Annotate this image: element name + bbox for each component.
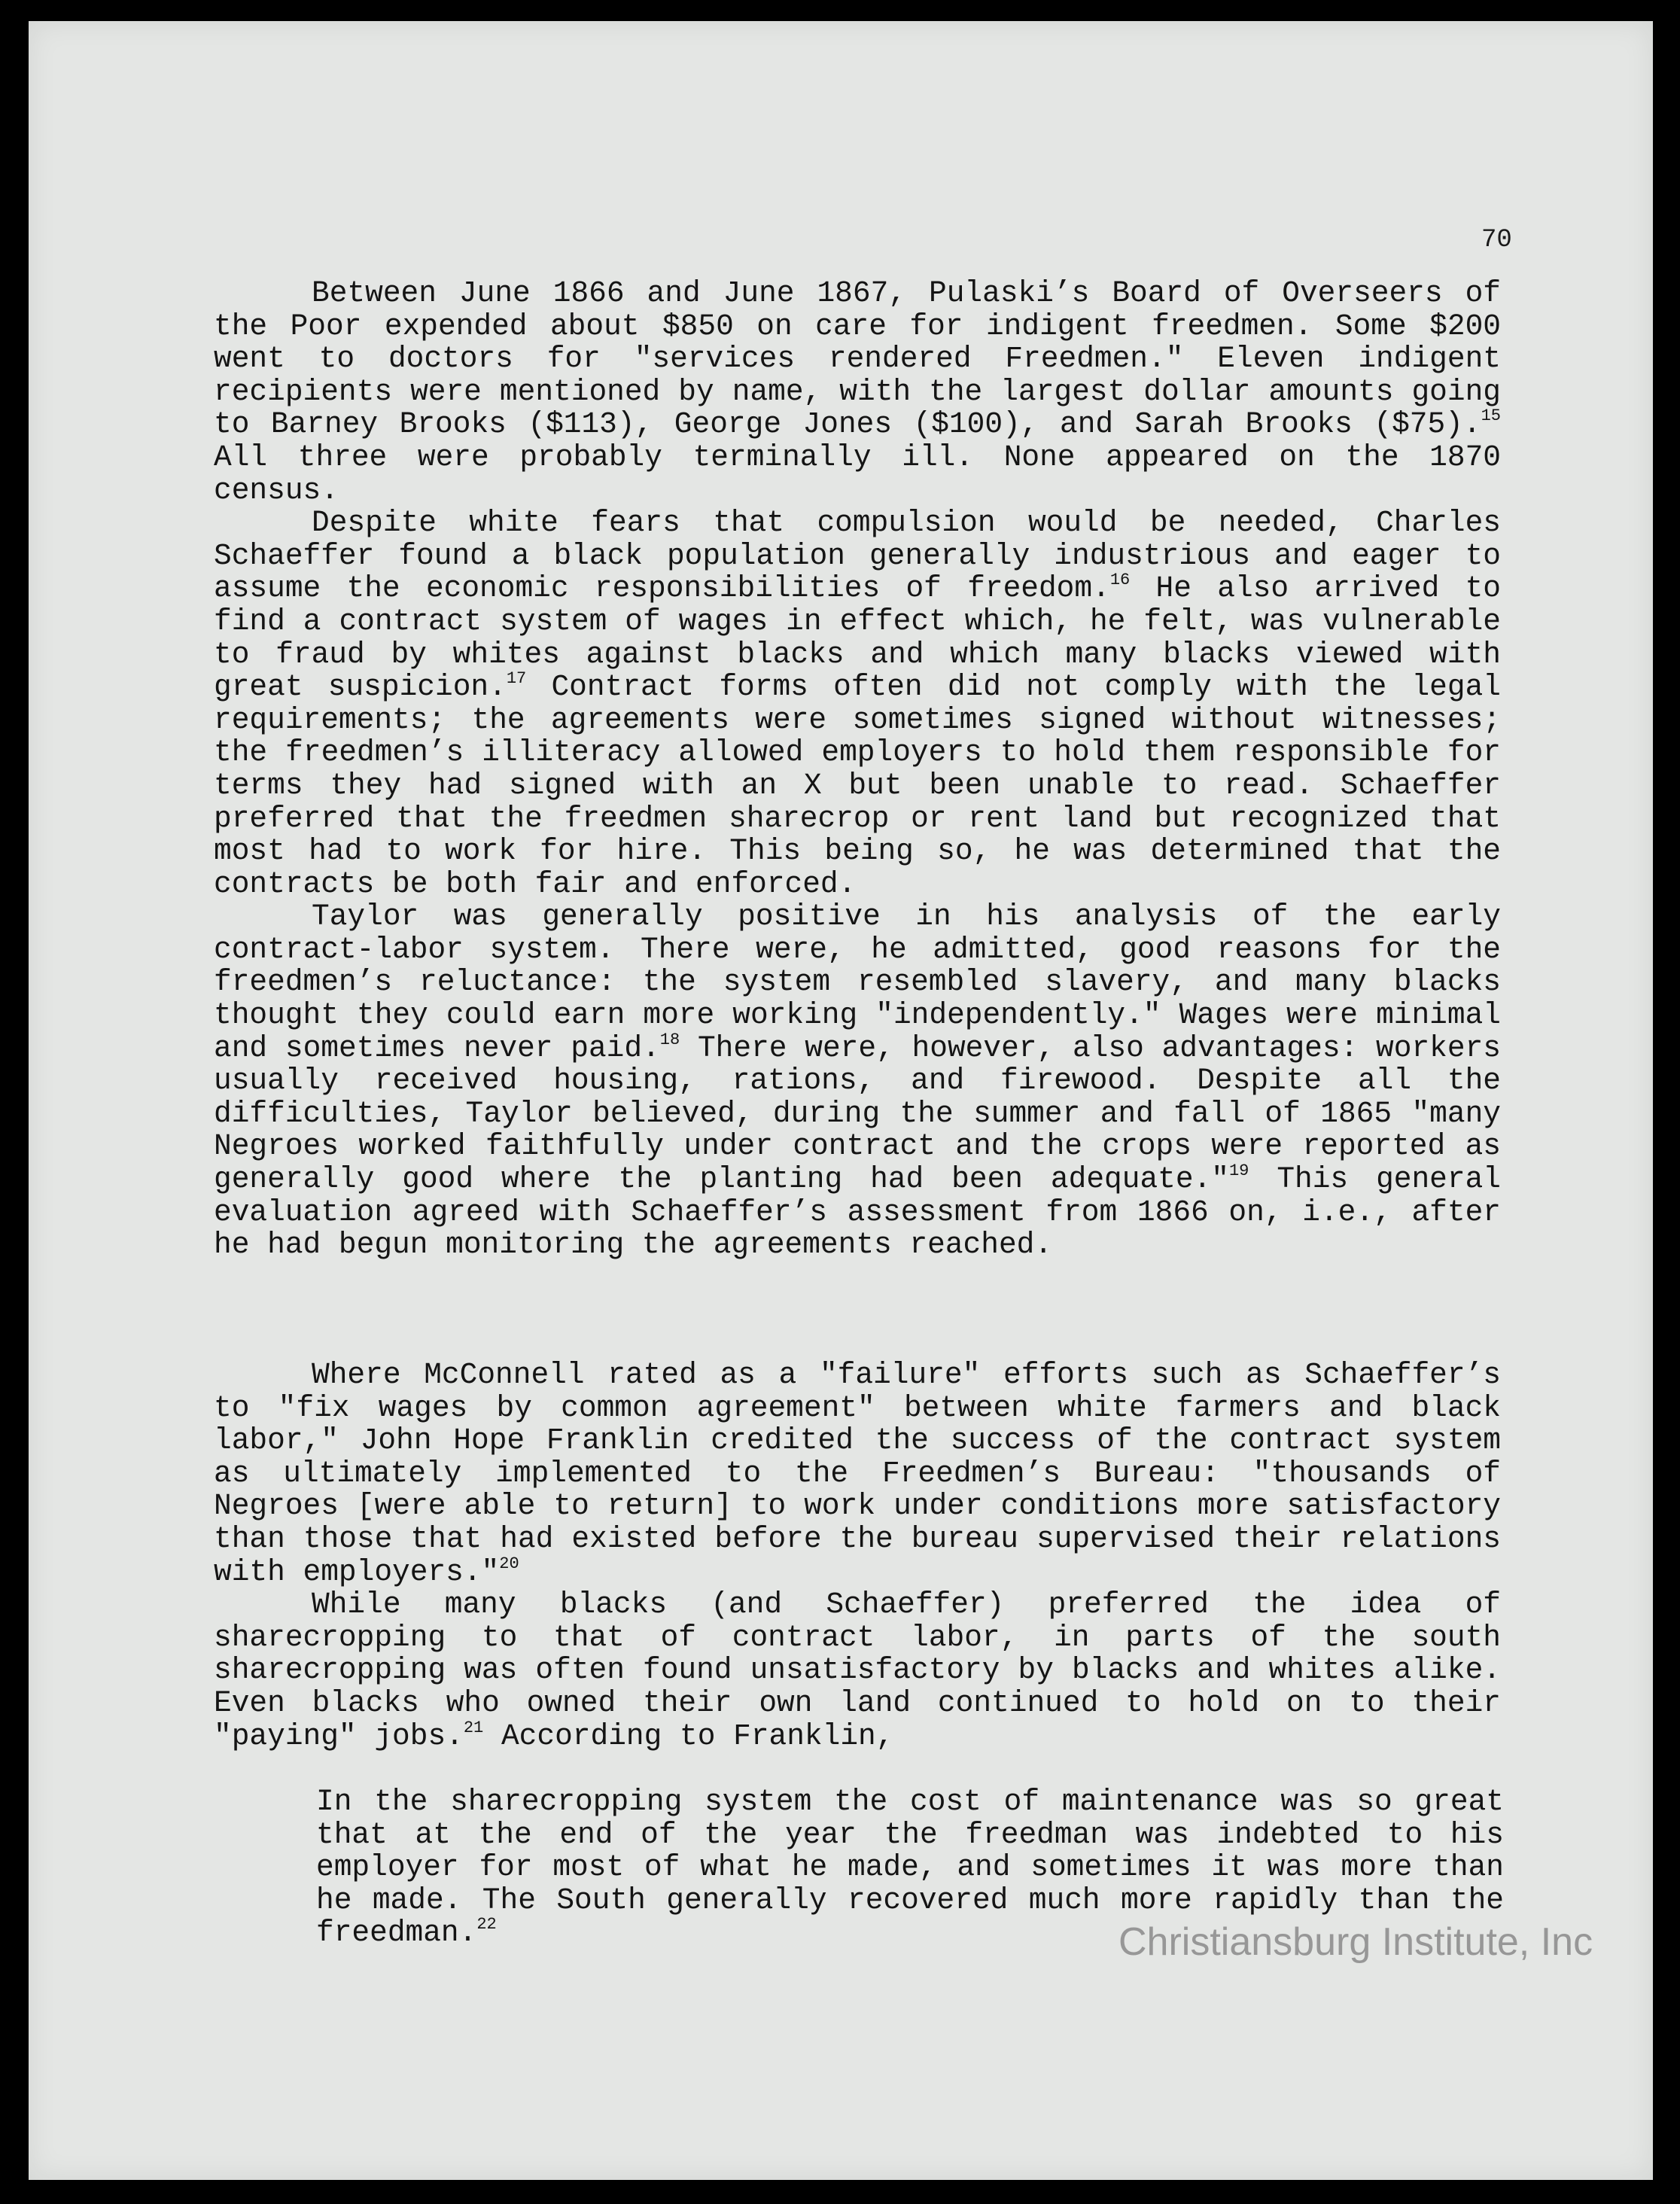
footnote-ref: 16 — [1109, 571, 1131, 590]
footnote-ref: 18 — [659, 1030, 680, 1049]
watermark: Christiansburg Institute, Inc — [1118, 1920, 1593, 1964]
footnote-ref: 15 — [1481, 406, 1501, 426]
section-1 — [214, 277, 1501, 1262]
footnote-ref: 22 — [476, 1915, 497, 1935]
quote-franklin: In the sharecropping system the cost of maintenance was so great that at the end of the year the freedman was indebted to his employer for most of what he made, and sometimes it was more than he made. The South generally recovered much more rapidly than the freedman.$^{22}$ — [316, 1785, 1504, 1950]
footnote-ref: 17 — [506, 669, 527, 689]
section-2 — [214, 1359, 1501, 1752]
paragraph-mcconnell-franklin: Where McConnell rated as a "failure" efforts such as Schaeffer’s to "fix wages by common agreement" between white farmers and black labor," John Hope Franklin credited the success of the contract system as ultimately implemented to the Freedmen’s Bureau: "thousands of Negroes [were able to return] to work under conditions more satisfactory than those that had existed before the bureau supervised their relations with employers."$^{20}$ — [214, 1358, 1501, 1589]
paragraph-taylor-analysis: Taylor was generally positive in his analysis of the early contract-labor system. There were, he admitted, good reasons for the freedmen’s reluctance: the system resembled slavery, and many blacks thought they could earn more working "independently." Wages were minimal and sometimes never paid.$^{18}$ There were, however, also advantages: workers usually received housing, rations, and firewood. Despite all the difficulties, Taylor believed, during the summer and fall of 1865 "many Negroes worked faithfully under contract and the crops were reported as generally good where the planting had been adequate."$^{19}$ This general evaluation agreed with Schaeffer’s assessment from 1866 on, i.e., after he had begun monitoring the agreements reached. — [214, 900, 1501, 1262]
footnote-ref: 20 — [499, 1554, 519, 1573]
footnote-ref: 19 — [1228, 1161, 1249, 1181]
footnote-ref: 21 — [463, 1718, 484, 1737]
paragraph-board-of-overseers: Between June 1866 and June 1867, Pulaski’s Board of Overseers of the Poor expended about $850 on care for indigent freedmen. Some $200 went to doctors for "services rendered Freedmen." Eleven indigent recipients were mentioned by name, with the largest dollar amounts going to Barney Brooks ($113), George Jones ($100), and Sarah Brooks ($75).$^{15}$ All three were probably terminally ill. None appeared on the 1870 census. — [214, 276, 1501, 507]
paragraph-sharecropping: While many blacks (and Schaeffer) preferred the idea of sharecropping to that of contract labor, in parts of the south sharecropping was often found unsatisfactory by blacks and whites alike. Even blacks who owned their own land continued to hold on to their "paying" jobs.$^{21}$ According to Franklin, — [214, 1588, 1501, 1753]
page-number: 70 — [1481, 226, 1512, 254]
paragraph-schaeffer-contracts: Despite white fears that compulsion would be needed, Charles Schaeffer found a black population generally industrious and eager to assume the economic responsibilities of freedom.$^{16}$ He also arrived to find a contract system of wages in effect which, he felt, was vulnerable to fraud by whites against blacks and which many blacks viewed with great suspicion.$^{17}$ Contract forms often did not comply with the legal requirements; the agreements were sometimes signed without witnesses; the freedmen’s illiteracy allowed employers to hold them responsible for terms they had signed with an X but been unable to read. Schaeffer preferred that the freedmen sharecrop or rent land but recognized that most had to work for hire. This being so, he was determined that the contracts be both fair and enforced. — [214, 506, 1502, 901]
